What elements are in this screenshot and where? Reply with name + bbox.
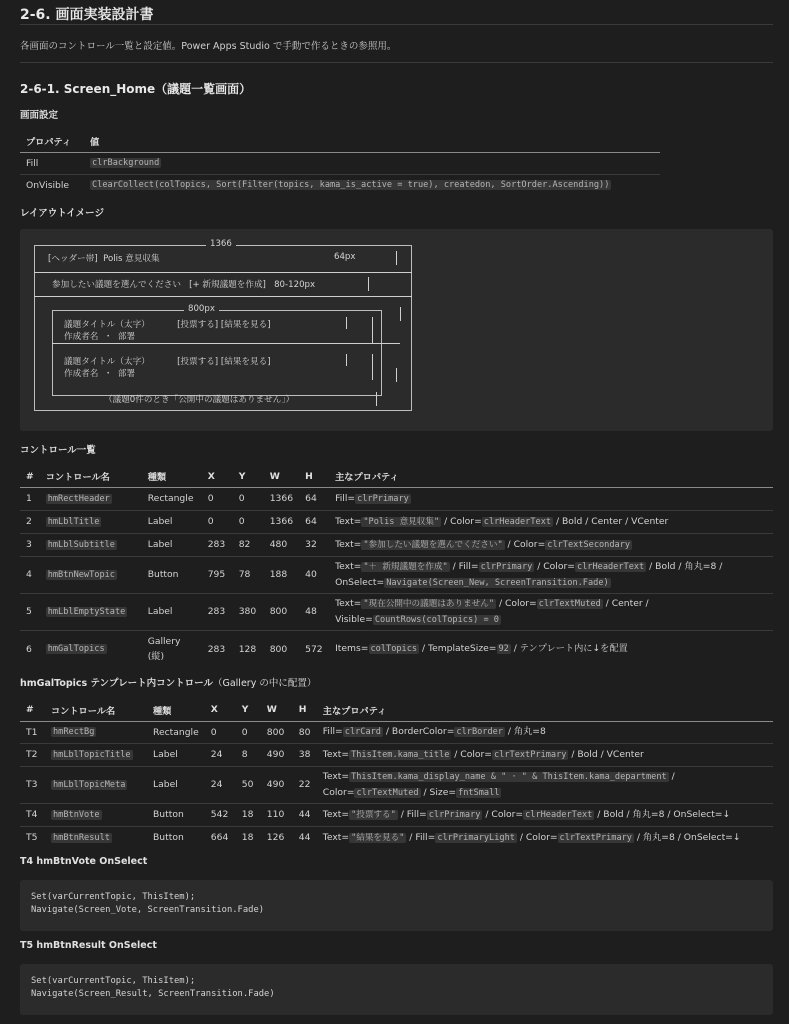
prop-cell: Fill <box>20 152 84 174</box>
cell: 542 <box>205 803 236 826</box>
cell: 1366 <box>264 487 299 510</box>
divider <box>20 62 773 63</box>
layout-line <box>396 251 397 265</box>
cell: 0 <box>202 487 233 510</box>
cell: Label <box>142 510 202 533</box>
layout-line <box>376 392 377 406</box>
cell: 283 <box>202 533 233 556</box>
layout-card1-meta: 作成者名 ・ 部署 <box>64 332 136 342</box>
layout-header-height: 64px <box>334 252 356 262</box>
section-title: 2-6-1. Screen_Home（議題一覧画面） <box>20 82 252 96</box>
col-header: コントロール名 <box>45 699 147 721</box>
layout-empty-label: （議題0件のとき「公開中の議題はありません」） <box>104 395 295 405</box>
cell: 490 <box>261 743 293 766</box>
cell: 283 <box>202 593 233 630</box>
cell: 82 <box>233 533 264 556</box>
props-cell: Text= "Polis 意見収集" / Color= clrHeaderText / Bold / Center / VCenter <box>329 510 773 533</box>
cell: Label <box>147 743 205 766</box>
cell: 18 <box>241 832 254 844</box>
layout-diagram <box>20 229 773 431</box>
cell: 18 <box>236 803 261 826</box>
cell: 0 <box>202 510 233 533</box>
cell: 44 <box>293 803 317 826</box>
cell: hmLblTopicTitle <box>45 743 147 766</box>
layout-card1-title: 議題タイトル（太字） [投票する] [結果を見る] <box>64 320 271 330</box>
result-code: Set(varCurrentTopic, ThisItem); Navigate(Screen_Result, ScreenTransition.Fade) <box>31 976 275 999</box>
cell: Label <box>142 593 202 630</box>
col-header: W <box>261 699 293 721</box>
cell: 800 <box>264 593 299 630</box>
table-row <box>20 593 773 630</box>
cell: 380 <box>233 593 264 630</box>
template-table <box>20 699 773 849</box>
cell: 1366 <box>264 510 299 533</box>
col-header: # <box>20 699 45 721</box>
cell: 283 <box>207 643 226 655</box>
col-header: 主なプロパティ <box>317 699 773 721</box>
table-row <box>20 152 660 174</box>
table-row <box>20 174 660 196</box>
layout-line <box>52 343 400 344</box>
layout-line <box>368 277 369 291</box>
table-row <box>20 826 773 849</box>
cell: 64 <box>299 510 329 533</box>
table-row <box>20 630 773 668</box>
col-header: 値 <box>84 131 660 152</box>
props-cell: Fill= clrCard / BorderColor= clrBorder / 角丸=8 <box>317 721 773 743</box>
layout-card2-meta: 作成者名 ・ 部署 <box>64 369 136 379</box>
cell: 480 <box>264 533 299 556</box>
cell: 4 <box>20 556 40 593</box>
cell: 40 <box>299 556 329 593</box>
cell: 48 <box>299 593 329 630</box>
cell: 0 <box>205 721 236 743</box>
col-header: Y <box>236 699 261 721</box>
cell: hmBtnVote <box>45 803 147 826</box>
layout-subtitle-label: 参加したい議題を選んでください [+ 新規議題を作成] 80-120px <box>52 280 316 290</box>
cell: 126 <box>266 832 285 844</box>
cell: hmBtnNewTopic <box>40 556 142 593</box>
value-cell: ClearCollect(colTopics, Sort(Filter(topics, kama_is_active = true), createdon, SortOrder.Ascending)) <box>92 180 610 191</box>
cell: 188 <box>264 556 299 593</box>
cell: 3 <box>20 533 40 556</box>
cell: Label <box>142 533 202 556</box>
page-title: 2-6. 画面実装設計書 <box>20 7 154 23</box>
cell: 800 <box>269 643 288 655</box>
table-row <box>20 803 773 826</box>
vote-code: Set(varCurrentTopic, ThisItem); Navigate(Screen_Vote, ScreenTransition.Fade) <box>31 892 265 915</box>
cell: Rectangle <box>147 721 205 743</box>
table-row <box>20 721 773 743</box>
settings-table <box>20 131 660 196</box>
props-cell: Items= colTopics / TemplateSize= 92 / テンプレート内に↓を配置 <box>335 643 628 655</box>
table-row <box>20 766 773 803</box>
cell: Gallery (縦) <box>147 636 181 663</box>
col-header: H <box>293 699 317 721</box>
props-cell: Text= "現在公開中の議題はありません" / Color= clrTextMuted / Center / Visible= CountRows(colTopics) = 0 <box>329 593 773 630</box>
cell: 0 <box>233 487 264 510</box>
props-cell: Text= ThisItem.kama_title / Color= clrTextPrimary / Bold / VCenter <box>317 743 773 766</box>
col-header: # <box>20 466 40 487</box>
cell: 22 <box>293 766 317 803</box>
layout-line <box>400 307 401 321</box>
layout-line <box>372 317 373 343</box>
cell: 32 <box>299 533 329 556</box>
prop-cell: OnVisible <box>26 179 70 191</box>
props-cell: Text= "参加したい議題を選んでください" / Color= clrTextSecondary <box>329 533 773 556</box>
layout-line <box>346 354 347 366</box>
cell: hmRectBg <box>45 721 147 743</box>
cell: hmLblSubtitle <box>40 533 142 556</box>
cell: hmLblEmptyState <box>40 593 142 630</box>
table-row <box>20 510 773 533</box>
col-header: X <box>205 699 236 721</box>
value-cell: clrBackground <box>84 152 660 174</box>
col-header: H <box>299 466 329 487</box>
cell: 128 <box>238 643 257 655</box>
page-intro: 各画面のコントロール一覧と設定値。Power Apps Studio で手動で作るときの参照用。 <box>20 41 397 52</box>
cell: Button <box>153 832 184 844</box>
col-header: 主なプロパティ <box>329 466 773 487</box>
cell: hmRectHeader <box>40 487 142 510</box>
cell: Button <box>142 556 202 593</box>
cell: T2 <box>20 743 45 766</box>
template-heading: hmGalTopics テンプレート内コントロール（Gallery の中に配置） <box>20 678 317 689</box>
divider <box>20 24 773 25</box>
layout-heading: レイアウトイメージ <box>20 208 104 219</box>
table-row <box>20 743 773 766</box>
props-cell: Text= "投票する" / Fill= clrPrimary / Color= clrHeaderText / Bold / 角丸=8 / OnSelect=↓ <box>317 803 773 826</box>
cell: 2 <box>20 510 40 533</box>
cell: 1 <box>20 487 40 510</box>
props-cell: Text= "結果を見る" / Fill= clrPrimaryLight / Color= clrTextPrimary / 角丸=8 / OnSelect=↓ <box>322 831 741 843</box>
cell: 8 <box>236 743 261 766</box>
props-cell: Text= ThisItem.kama_display_name & " · " & ThisItem.kama_department / Color= clrTextMuted / Size= fntSmall <box>317 766 773 803</box>
cell: 50 <box>236 766 261 803</box>
cell: 6 <box>26 643 32 655</box>
controls-heading: コントロール一覧 <box>20 445 96 456</box>
cell: Button <box>147 803 205 826</box>
col-header: コントロール名 <box>40 466 142 487</box>
layout-line <box>34 272 412 273</box>
cell: 64 <box>299 487 329 510</box>
layout-card2-title: 議題タイトル（太字） [投票する] [結果を見る] <box>64 357 271 367</box>
props-cell: Text= "＋ 新規議題を作成" / Fill= clrPrimary / Color= clrHeaderText / Bold / 角丸=8 / OnSelect= Navigate(Screen_New, ScreenTransition.Fade) <box>329 556 773 593</box>
cell: 38 <box>293 743 317 766</box>
cell: 80 <box>293 721 317 743</box>
cell: hmBtnResult <box>53 832 110 843</box>
cell: 5 <box>20 593 40 630</box>
cell: 24 <box>205 766 236 803</box>
col-header: 種類 <box>147 699 205 721</box>
cell: Rectangle <box>142 487 202 510</box>
props-cell: Fill= clrPrimary <box>329 487 773 510</box>
vote-onselect-heading: T4 hmBtnVote OnSelect <box>20 856 148 867</box>
table-row <box>20 533 773 556</box>
screen-settings-heading: 画面設定 <box>20 110 59 121</box>
layout-line <box>34 296 412 297</box>
result-onselect-heading: T5 hmBtnResult OnSelect <box>20 940 157 951</box>
cell: T3 <box>20 766 45 803</box>
cell: 0 <box>236 721 261 743</box>
layout-line <box>396 368 397 382</box>
controls-table <box>20 466 773 668</box>
cell: 572 <box>305 643 323 655</box>
layout-line <box>372 354 373 380</box>
cell: hmLblTopicMeta <box>45 766 147 803</box>
cell: hmGalTopics <box>47 644 105 655</box>
cell: T1 <box>20 721 45 743</box>
cell: 795 <box>202 556 233 593</box>
cell: T4 <box>20 803 45 826</box>
col-header: プロパティ <box>20 131 84 152</box>
col-header: 種類 <box>142 466 202 487</box>
col-header: W <box>264 466 299 487</box>
table-row <box>20 487 773 510</box>
cell: 664 <box>210 832 229 844</box>
layout-header-label: [ヘッダー帯] Polis 意見収集 <box>48 254 160 264</box>
table-row <box>20 556 773 593</box>
col-header: Y <box>233 466 264 487</box>
col-header: X <box>202 466 233 487</box>
cell: Label <box>147 766 205 803</box>
cell: T5 <box>26 832 38 844</box>
result-code-block <box>20 964 773 1015</box>
layout-width-label: 1366 <box>206 239 236 249</box>
cell: hmLblTitle <box>40 510 142 533</box>
cell: 78 <box>233 556 264 593</box>
cell: 490 <box>261 766 293 803</box>
cell: 110 <box>261 803 293 826</box>
cell: 800 <box>261 721 293 743</box>
cell: 44 <box>298 832 311 844</box>
layout-line <box>346 317 347 329</box>
vote-code-block <box>20 880 773 931</box>
cell: 0 <box>233 510 264 533</box>
cell: 24 <box>205 743 236 766</box>
layout-gallery-width: 800px <box>184 304 219 314</box>
